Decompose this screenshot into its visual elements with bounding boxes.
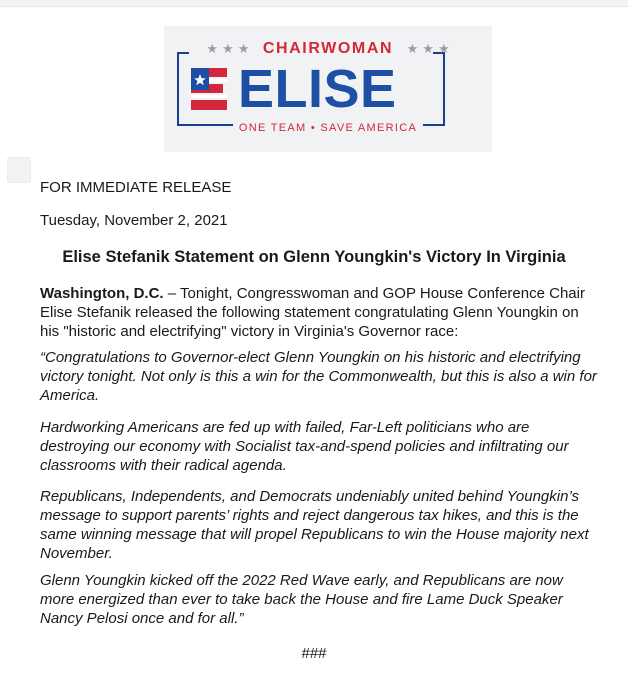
release-label: FOR IMMEDIATE RELEASE [40, 179, 232, 196]
star-icon: ★ [237, 41, 250, 56]
logo-top-row [164, 38, 492, 60]
star-icon: ★ [437, 41, 450, 56]
logo-title: CHAIRWOMAN [262, 40, 394, 57]
top-border [0, 0, 628, 7]
logo-name: ELISE [238, 59, 397, 119]
flag-e-icon [188, 65, 230, 113]
tagline-separator: • [310, 122, 317, 134]
tagline-left: ONE TEAM [238, 122, 307, 134]
star-icon: ★ [406, 41, 419, 56]
star-icon: ★ [222, 41, 234, 56]
release-headline: Elise Stefanik Statement on Glenn Youngkin's Victory In Virginia [62, 248, 566, 266]
side-tab-handle[interactable] [7, 157, 31, 183]
quote-paragraph-2: Hardworking Americans are fed up with failed, Far-Left politicians who are destroying our economy with Socialist tax-and-spend policies and infiltrating our classrooms with their radical agenda. [40, 419, 569, 474]
intro-paragraph [40, 284, 600, 341]
end-mark: ### [301, 645, 327, 662]
tagline-right: SAVE AMERICA [320, 122, 418, 134]
dateline: Washington, D.C. [40, 285, 164, 302]
release-date: Tuesday, November 2, 2021 [40, 212, 228, 229]
star-icon: ★ [206, 41, 219, 56]
intro-text: – Tonight, Congresswoman and GOP House Conference Chair Elise Stefanik released the following statement congratulating Glenn Youngkin on his "historic and electrifying" victory in Virginia's Governor race: [40, 285, 585, 340]
quote-paragraph-1: “Congratulations to Governor-elect Glenn Youngkin on his historic and electrifying victory tonight. Not only is this a win for the Commonwealth, but this is also a win for America. [40, 349, 597, 404]
logo-tagline [164, 118, 492, 137]
star-icon: ★ [422, 41, 434, 56]
quote-paragraph-4: Glenn Youngkin kicked off the 2022 Red Wave early, and Republicans are now more energized than ever to take back the House and fire Lame Duck Speaker Nancy Pelosi once and for all.” [40, 572, 563, 627]
quote-paragraph-3: Republicans, Independents, and Democrats undeniably united behind Youngkin’s message to support parents’ rights and reject dangerous tax hikes, and this is the same winning message that will propel Republicans to win the House majority next November. [40, 488, 589, 562]
